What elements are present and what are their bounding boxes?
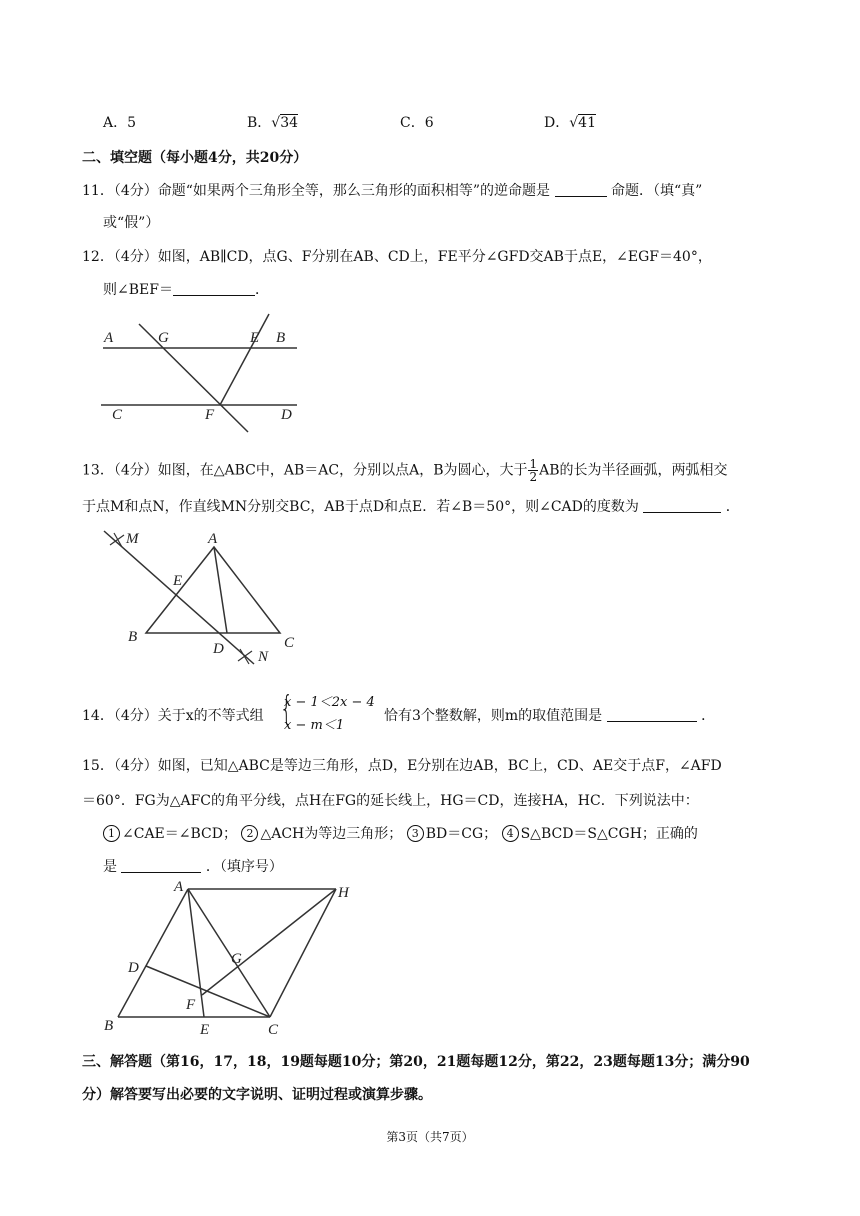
- line-mn: [104, 531, 254, 664]
- line-ab: [118, 889, 188, 1017]
- page-footer: 第3页（共7页）: [386, 1130, 474, 1144]
- line-ad: [214, 547, 227, 633]
- q15-line4: 是 ．（填序号）: [103, 859, 283, 875]
- label-c: C: [284, 635, 295, 651]
- section-3-line2: 分）解答要写出必要的文字说明、证明过程或演算步骤。: [82, 1087, 432, 1103]
- q15-figure: [100, 877, 360, 1037]
- q13-figure: [96, 523, 306, 673]
- q15-line2: ＝60°．FG为△AFC的角平分线，点H在FG的延长线上，HG＝CD，连接HA，HC．下列说法中：: [82, 793, 699, 809]
- line-fe: [220, 314, 269, 405]
- label-f: F: [186, 997, 196, 1013]
- label-n: N: [258, 649, 269, 665]
- label-h: H: [338, 885, 349, 901]
- label-c: C: [268, 1022, 279, 1037]
- label-c: C: [112, 407, 123, 423]
- inequality-brace: {: [280, 689, 293, 729]
- line-gf: [139, 324, 248, 432]
- q12-line2: 则∠BEF＝ ．: [103, 282, 269, 298]
- label-a: A: [208, 531, 218, 547]
- label-a: A: [174, 879, 184, 895]
- q11-line1: 11．（4分）命题“如果两个三角形全等，那么三角形的面积相等”的逆命题是 命题．（填“真”: [82, 183, 703, 199]
- triangle-abc: [146, 547, 280, 633]
- section-3-line1: 三、解答题（第16，17，18，19题每题10分；第20，21题每题12分，第22，23题每题13分；满分90: [82, 1054, 750, 1070]
- label-d: D: [128, 960, 139, 976]
- label-d: D: [281, 407, 292, 423]
- inequality-2: x − m＜1: [284, 718, 345, 733]
- q12-figure: [95, 310, 305, 436]
- label-g: G: [158, 330, 169, 346]
- choice-d: D．√41: [544, 115, 596, 131]
- label-e: E: [200, 1022, 210, 1037]
- q12-line1: 12．（4分）如图，AB∥CD，点G、F分别在AB、CD上，FE平分∠GFD交AB于点E，∠EGF＝40°，: [82, 249, 712, 265]
- q15-answer-blank[interactable]: [121, 858, 201, 873]
- fraction-half: $\frac{1}{2}$: [529, 457, 538, 484]
- label-b: B: [104, 1018, 114, 1034]
- section-2-title: 二、填空题（每小题4分，共20分）: [82, 150, 308, 166]
- choice-c: C．6: [400, 115, 434, 131]
- choice-b: B．√34: [247, 115, 299, 131]
- label-a: A: [104, 330, 114, 346]
- label-e: E: [250, 330, 260, 346]
- choice-a: A．5: [103, 115, 137, 131]
- q13-line2: 于点M和点N，作直线MN分别交BC，AB于点D和点E．若∠B＝50°，则∠CAD的度数为 ．: [82, 499, 740, 515]
- line-ac: [188, 889, 270, 1017]
- line-dc: [146, 966, 270, 1017]
- label-b: B: [276, 330, 286, 346]
- inequality-1: x − 1＜2x − 4: [284, 695, 375, 710]
- label-e: E: [173, 573, 183, 589]
- q15-line3: 1 ∠CAE＝∠BCD； 2 △ACH为等边三角形； 3 BD＝CG； 4 S△BCD＝S△CGH；正确的: [103, 823, 698, 843]
- q14-suffix: 恰有3个整数解，则m的取值范围是 ．: [384, 708, 716, 724]
- q11-answer-blank[interactable]: [555, 182, 607, 197]
- inequality-system: [284, 691, 375, 733]
- q13-answer-blank[interactable]: [643, 498, 721, 513]
- label-m: M: [126, 531, 139, 547]
- arc-mark-m: [110, 533, 124, 547]
- q15-line1: 15．（4分）如图，已知△ABC是等边三角形，点D，E分别在边AB，BC上，CD、AE交于点F，∠AFD: [82, 758, 722, 774]
- q12-answer-blank[interactable]: [173, 281, 255, 296]
- label-b: B: [128, 629, 138, 645]
- label-g: G: [231, 951, 242, 967]
- label-d: D: [213, 641, 224, 657]
- q11-line2: 或“假”）: [103, 215, 160, 231]
- line-hc: [270, 889, 336, 1017]
- label-f: F: [205, 407, 215, 423]
- q13-line1: 13．（4分）如图，在△ABC中，AB＝AC，分别以点A，B为圆心，大于 $\frac{1}{2}$ AB的长为半径画弧，两弧相交: [82, 457, 728, 484]
- q14-answer-blank[interactable]: [607, 707, 697, 722]
- q14-prefix: 14．（4分）关于x的不等式组: [82, 708, 264, 724]
